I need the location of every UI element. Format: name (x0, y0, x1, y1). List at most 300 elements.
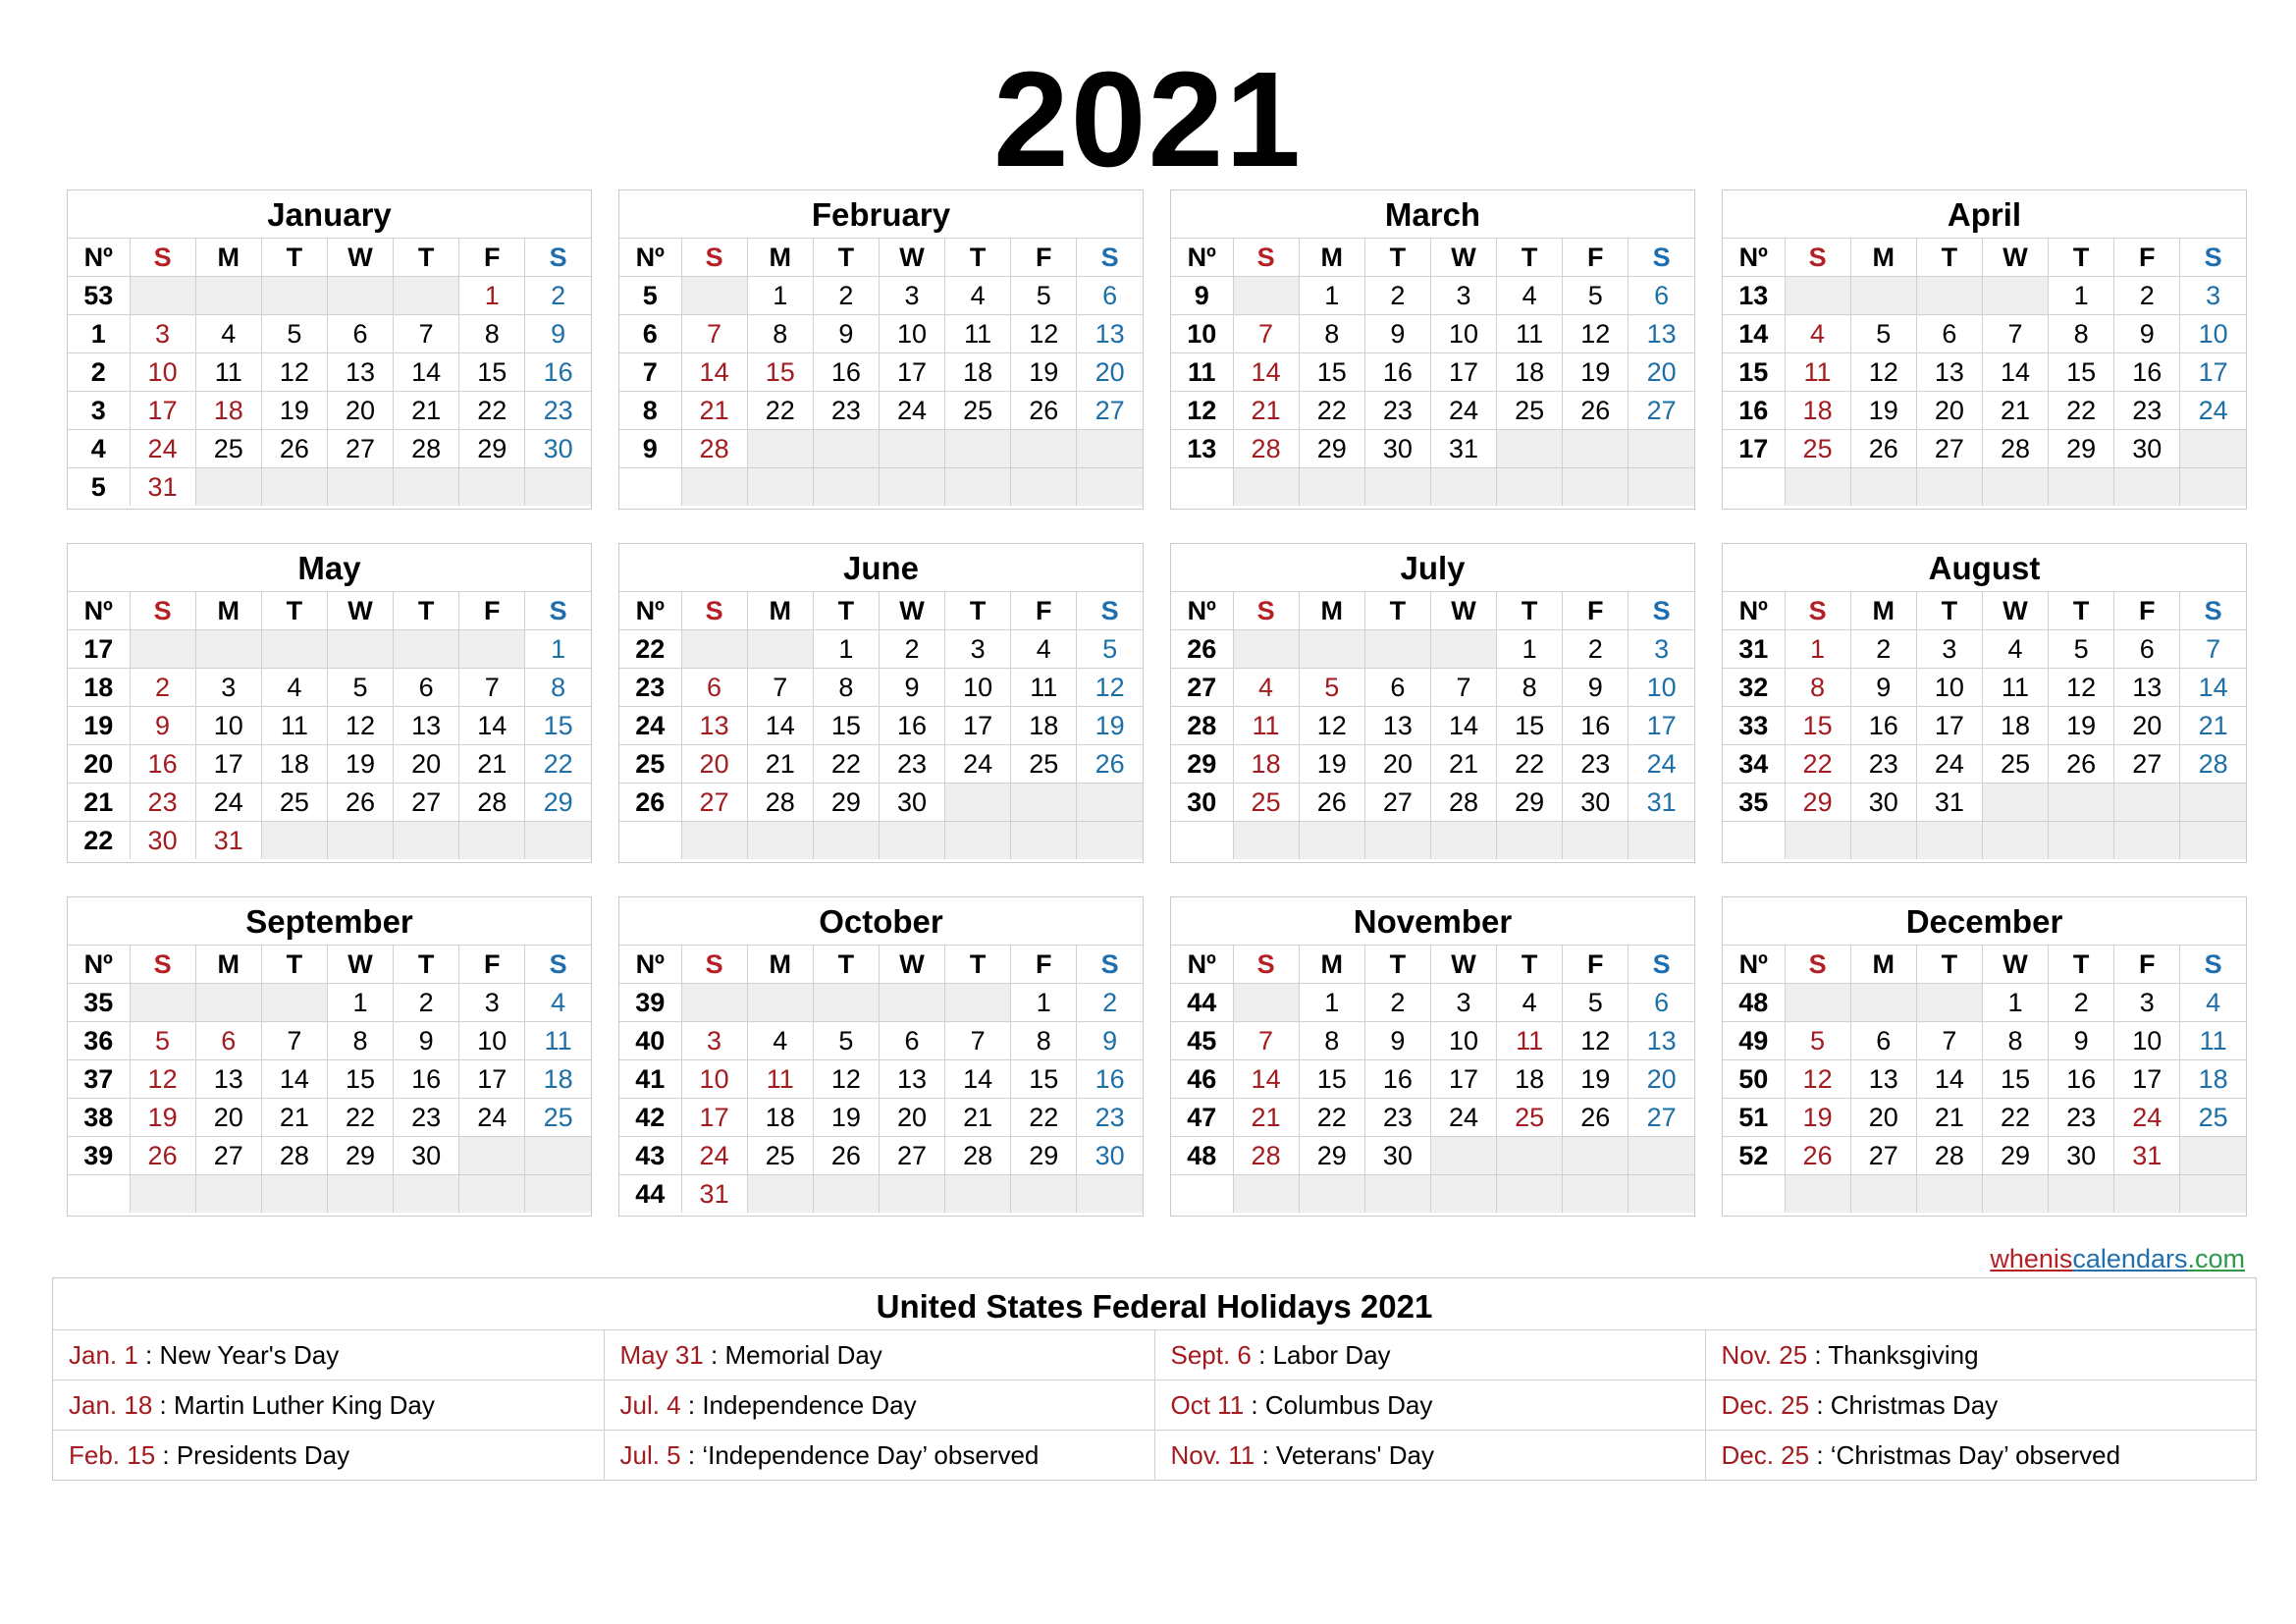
week-row (68, 984, 591, 1022)
day-cell: 13 (1850, 1060, 1916, 1099)
week-row (619, 392, 1143, 430)
week-row (1171, 1022, 1694, 1060)
holiday-cell (1705, 1431, 2256, 1481)
day-cell: 3 (2114, 984, 2180, 1022)
day-cell: 19 (1563, 353, 1629, 392)
day-cell: 27 (1916, 430, 1982, 468)
day-cell: 13 (1629, 1022, 1694, 1060)
weekday-header: T (261, 592, 327, 630)
empty-day-cell (1430, 468, 1496, 507)
day-cell: 1 (1785, 630, 1850, 669)
holiday-separator: : (137, 1340, 160, 1370)
day-cell: 4 (1497, 277, 1563, 315)
empty-day-cell (525, 468, 591, 507)
weekday-header: W (327, 946, 393, 984)
empty-day-cell (747, 1175, 813, 1214)
month-september (67, 896, 592, 1217)
empty-day-cell (525, 1137, 591, 1175)
week-number: 50 (1723, 1060, 1785, 1099)
day-cell: 14 (2180, 669, 2246, 707)
week-number: 18 (68, 669, 130, 707)
month-title: March (1384, 196, 1481, 233)
week-number: 21 (68, 784, 130, 822)
day-cell: 21 (681, 392, 747, 430)
day-cell: 12 (1563, 315, 1629, 353)
weekday-header: T (1497, 946, 1563, 984)
empty-day-cell (945, 784, 1011, 822)
day-cell: 14 (1430, 707, 1496, 745)
week-number: 35 (68, 984, 130, 1022)
empty-day-cell (681, 822, 747, 860)
day-cell: 23 (525, 392, 591, 430)
empty-day-cell (1077, 784, 1143, 822)
day-cell: 2 (1077, 984, 1143, 1022)
month-table (1723, 238, 2246, 506)
week-row (68, 468, 591, 507)
day-cell: 5 (2049, 630, 2114, 669)
day-cell: 22 (1299, 392, 1364, 430)
day-cell: 7 (2180, 630, 2246, 669)
day-cell: 14 (1233, 353, 1299, 392)
month-title: May (297, 550, 361, 586)
week-number: 2 (68, 353, 130, 392)
day-cell: 15 (747, 353, 813, 392)
empty-day-cell (681, 630, 747, 669)
day-cell: 16 (1850, 707, 1916, 745)
weekday-header: S (130, 239, 195, 277)
empty-day-cell (1982, 468, 2048, 507)
week-row (1171, 1175, 1694, 1214)
week-number-header: Nº (1171, 592, 1233, 630)
weekday-header: S (525, 592, 591, 630)
day-cell: 28 (459, 784, 525, 822)
day-cell: 30 (1364, 1137, 1430, 1175)
holiday-date: May 31 (619, 1340, 704, 1370)
holiday-separator: : (1807, 1340, 1829, 1370)
weekday-header: T (813, 592, 879, 630)
empty-day-cell (1233, 822, 1299, 860)
empty-day-cell (879, 430, 944, 468)
empty-day-cell (261, 630, 327, 669)
week-number: 35 (1723, 784, 1785, 822)
week-row (619, 822, 1143, 860)
empty-day-cell (1629, 1137, 1694, 1175)
day-cell: 6 (1629, 984, 1694, 1022)
day-cell: 23 (1364, 1099, 1430, 1137)
week-number: 13 (1171, 430, 1233, 468)
day-cell: 5 (261, 315, 327, 353)
empty-day-cell (2180, 468, 2246, 507)
day-cell: 8 (1299, 315, 1364, 353)
empty-day-cell (1364, 1175, 1430, 1214)
weekday-header: T (261, 239, 327, 277)
weekday-header: M (195, 239, 261, 277)
day-cell: 10 (459, 1022, 525, 1060)
day-cell: 18 (945, 353, 1011, 392)
day-cell: 25 (1011, 745, 1077, 784)
day-cell: 2 (130, 669, 195, 707)
empty-day-cell (2180, 1175, 2246, 1214)
day-cell: 12 (1299, 707, 1364, 745)
week-number: 24 (619, 707, 681, 745)
weekday-header: T (813, 239, 879, 277)
empty-day-cell (813, 822, 879, 860)
week-row (68, 1060, 591, 1099)
weekday-header: T (2049, 592, 2114, 630)
week-row (619, 277, 1143, 315)
month-october (618, 896, 1144, 1217)
day-cell: 29 (1011, 1137, 1077, 1175)
week-row (68, 277, 591, 315)
weekday-header: S (130, 592, 195, 630)
day-cell: 22 (459, 392, 525, 430)
day-cell: 10 (681, 1060, 747, 1099)
day-cell: 16 (813, 353, 879, 392)
weekday-header: S (1629, 592, 1694, 630)
holiday-name: Veterans' Day (1275, 1440, 1434, 1470)
empty-day-cell (261, 468, 327, 507)
day-cell: 7 (1982, 315, 2048, 353)
week-number: 36 (68, 1022, 130, 1060)
day-cell: 8 (525, 669, 591, 707)
week-row (1723, 1137, 2246, 1175)
holiday-date: Jul. 5 (619, 1440, 681, 1470)
weekday-header: T (945, 946, 1011, 984)
weekday-header: F (1011, 946, 1077, 984)
week-row (1723, 669, 2246, 707)
week-row (68, 1022, 591, 1060)
week-row (1723, 1022, 2246, 1060)
day-cell: 28 (1982, 430, 2048, 468)
weekday-header: T (1364, 592, 1430, 630)
month-february (618, 189, 1144, 510)
empty-day-cell (747, 630, 813, 669)
holiday-cell (604, 1330, 1154, 1380)
day-cell: 26 (1077, 745, 1143, 784)
holiday-date: Jan. 1 (69, 1340, 138, 1370)
day-cell: 21 (945, 1099, 1011, 1137)
weekday-header: S (1629, 946, 1694, 984)
empty-day-cell (1563, 430, 1629, 468)
day-cell: 5 (1077, 630, 1143, 669)
week-number: 51 (1723, 1099, 1785, 1137)
day-cell: 4 (195, 315, 261, 353)
week-number: 29 (1171, 745, 1233, 784)
day-cell: 20 (195, 1099, 261, 1137)
empty-day-cell (813, 984, 879, 1022)
day-cell: 15 (1785, 707, 1850, 745)
holiday-date: Nov. 11 (1170, 1440, 1255, 1470)
day-cell: 22 (1299, 1099, 1364, 1137)
week-row (1723, 353, 2246, 392)
empty-day-cell (1982, 784, 2048, 822)
holiday-separator: : (680, 1440, 703, 1470)
week-number: 17 (1723, 430, 1785, 468)
week-row (1723, 984, 2246, 1022)
weekday-header: M (1850, 946, 1916, 984)
day-cell: 11 (1982, 669, 2048, 707)
day-cell: 29 (459, 430, 525, 468)
day-cell: 5 (1850, 315, 1916, 353)
weekday-header: S (1233, 946, 1299, 984)
day-cell: 8 (747, 315, 813, 353)
day-cell: 7 (1233, 1022, 1299, 1060)
day-cell: 8 (1982, 1022, 2048, 1060)
day-cell: 28 (945, 1137, 1011, 1175)
day-cell: 27 (1629, 1099, 1694, 1137)
holiday-date: Feb. 15 (69, 1440, 156, 1470)
holiday-date: Jan. 18 (69, 1390, 153, 1420)
day-cell: 31 (681, 1175, 747, 1214)
empty-day-cell (261, 822, 327, 860)
week-row (1723, 315, 2246, 353)
empty-day-cell (1497, 822, 1563, 860)
empty-day-cell (1077, 468, 1143, 507)
day-cell: 18 (1233, 745, 1299, 784)
empty-day-cell (1982, 277, 2048, 315)
empty-day-cell (1430, 822, 1496, 860)
day-cell: 26 (327, 784, 393, 822)
empty-day-cell (1233, 984, 1299, 1022)
day-cell: 26 (261, 430, 327, 468)
day-cell: 11 (1233, 707, 1299, 745)
day-cell: 14 (1233, 1060, 1299, 1099)
week-number-header: Nº (68, 239, 130, 277)
day-cell: 19 (2049, 707, 2114, 745)
day-cell: 3 (1430, 984, 1496, 1022)
week-number: 38 (68, 1099, 130, 1137)
day-cell: 31 (1916, 784, 1982, 822)
day-cell: 10 (879, 315, 944, 353)
week-row (1723, 745, 2246, 784)
day-cell: 29 (1785, 784, 1850, 822)
day-cell: 8 (1785, 669, 1850, 707)
empty-day-cell (327, 822, 393, 860)
day-cell: 14 (681, 353, 747, 392)
weekday-header: T (813, 946, 879, 984)
day-cell: 9 (813, 315, 879, 353)
weekday-header: W (1982, 946, 2048, 984)
week-row (68, 1099, 591, 1137)
day-cell: 9 (1077, 1022, 1143, 1060)
day-cell: 13 (195, 1060, 261, 1099)
day-cell: 11 (2180, 1022, 2246, 1060)
day-cell: 24 (681, 1137, 747, 1175)
week-row (619, 784, 1143, 822)
day-cell: 2 (879, 630, 944, 669)
empty-day-cell (1629, 468, 1694, 507)
day-cell: 18 (1785, 392, 1850, 430)
day-cell: 14 (747, 707, 813, 745)
day-cell: 31 (1430, 430, 1496, 468)
empty-day-cell (1916, 277, 1982, 315)
day-cell: 21 (394, 392, 459, 430)
empty-day-cell (2114, 784, 2180, 822)
day-cell: 11 (261, 707, 327, 745)
empty-day-cell (747, 822, 813, 860)
day-cell: 10 (1629, 669, 1694, 707)
week-row (1171, 315, 1694, 353)
week-row (1171, 353, 1694, 392)
day-cell: 17 (681, 1099, 747, 1137)
empty-day-cell (2180, 784, 2246, 822)
day-cell: 1 (1299, 277, 1364, 315)
empty-day-cell (1364, 822, 1430, 860)
empty-day-cell (1497, 1137, 1563, 1175)
day-cell: 5 (1299, 669, 1364, 707)
day-cell: 14 (394, 353, 459, 392)
empty-day-cell (1011, 1175, 1077, 1214)
weekday-header: W (1430, 946, 1496, 984)
week-row (1171, 822, 1694, 860)
day-cell: 21 (1430, 745, 1496, 784)
empty-day-cell (813, 468, 879, 507)
empty-day-cell (394, 277, 459, 315)
day-cell: 6 (394, 669, 459, 707)
day-cell: 9 (525, 315, 591, 353)
week-row (68, 707, 591, 745)
month-title: September (245, 903, 413, 940)
empty-day-cell (1011, 468, 1077, 507)
day-cell: 26 (1563, 392, 1629, 430)
day-cell: 3 (195, 669, 261, 707)
weekday-header: T (1364, 239, 1430, 277)
empty-day-cell (394, 1175, 459, 1214)
empty-day-cell (747, 468, 813, 507)
weekday-header: T (2049, 239, 2114, 277)
month-may (67, 543, 592, 863)
week-row (619, 707, 1143, 745)
empty-day-cell (195, 630, 261, 669)
day-cell: 20 (2114, 707, 2180, 745)
day-cell: 19 (261, 392, 327, 430)
day-cell: 29 (1982, 1137, 2048, 1175)
day-cell: 19 (813, 1099, 879, 1137)
empty-day-cell (195, 984, 261, 1022)
holidays-list (53, 1329, 2256, 1480)
day-cell: 14 (1982, 353, 2048, 392)
holiday-cell (1154, 1380, 1705, 1431)
week-number: 28 (1171, 707, 1233, 745)
weekday-header: S (1077, 239, 1143, 277)
day-cell: 1 (1011, 984, 1077, 1022)
empty-day-cell (195, 468, 261, 507)
day-cell: 8 (327, 1022, 393, 1060)
day-cell: 9 (1563, 669, 1629, 707)
brand-link[interactable] (1990, 1244, 2245, 1273)
day-cell: 12 (1077, 669, 1143, 707)
month-table (1171, 238, 1694, 506)
day-cell: 18 (1497, 353, 1563, 392)
day-cell: 24 (945, 745, 1011, 784)
day-cell: 19 (1563, 1060, 1629, 1099)
empty-day-cell (1850, 822, 1916, 860)
holiday-name: New Year's Day (159, 1340, 340, 1370)
weekday-header: S (525, 239, 591, 277)
weekday-header: F (1011, 239, 1077, 277)
day-cell: 22 (525, 745, 591, 784)
day-cell: 21 (1982, 392, 2048, 430)
day-cell: 1 (525, 630, 591, 669)
month-december (1722, 896, 2247, 1217)
holiday-row (53, 1380, 2256, 1431)
day-cell: 6 (1916, 315, 1982, 353)
week-number-header: Nº (1723, 239, 1785, 277)
week-number: 3 (68, 392, 130, 430)
day-cell: 7 (747, 669, 813, 707)
day-cell: 2 (394, 984, 459, 1022)
week-number: 48 (1723, 984, 1785, 1022)
day-cell: 6 (681, 669, 747, 707)
day-cell: 7 (459, 669, 525, 707)
week-number: 48 (1171, 1137, 1233, 1175)
day-cell: 11 (747, 1060, 813, 1099)
day-cell: 3 (1629, 630, 1694, 669)
weekday-header: S (681, 239, 747, 277)
empty-day-cell (879, 822, 944, 860)
empty-day-cell (747, 984, 813, 1022)
day-cell: 27 (327, 430, 393, 468)
holiday-cell (53, 1431, 604, 1481)
day-cell: 27 (2114, 745, 2180, 784)
day-cell: 23 (130, 784, 195, 822)
day-cell: 28 (747, 784, 813, 822)
day-cell: 29 (1497, 784, 1563, 822)
week-number: 15 (1723, 353, 1785, 392)
empty-day-cell (1850, 1175, 1916, 1214)
week-number: 30 (1171, 784, 1233, 822)
day-cell: 28 (1916, 1137, 1982, 1175)
empty-day-cell (1233, 630, 1299, 669)
holiday-separator: : (680, 1390, 703, 1420)
week-number: 33 (1723, 707, 1785, 745)
empty-day-cell (1785, 822, 1850, 860)
empty-day-cell (681, 468, 747, 507)
empty-day-cell (394, 630, 459, 669)
month-table (1723, 945, 2246, 1213)
holiday-name: ‘Christmas Day’ observed (1830, 1440, 2121, 1470)
day-cell: 18 (261, 745, 327, 784)
empty-day-cell (1497, 1175, 1563, 1214)
week-row (619, 353, 1143, 392)
holiday-date: Dec. 25 (1721, 1390, 1810, 1420)
day-cell: 30 (130, 822, 195, 860)
weekday-header: F (2114, 239, 2180, 277)
weekday-header: W (879, 239, 944, 277)
day-cell: 26 (1850, 430, 1916, 468)
weekday-header: S (2180, 946, 2246, 984)
week-number: 39 (619, 984, 681, 1022)
holiday-name: Independence Day (702, 1390, 917, 1420)
empty-day-cell (1563, 1137, 1629, 1175)
day-cell: 30 (1850, 784, 1916, 822)
day-cell: 15 (1299, 1060, 1364, 1099)
empty-day-cell (1850, 468, 1916, 507)
day-cell: 20 (327, 392, 393, 430)
week-number-header: Nº (1171, 946, 1233, 984)
week-number: 9 (1171, 277, 1233, 315)
day-cell: 26 (130, 1137, 195, 1175)
day-cell: 12 (1785, 1060, 1850, 1099)
month-april (1722, 189, 2247, 510)
week-number (68, 1175, 130, 1214)
week-row (1171, 984, 1694, 1022)
empty-day-cell (1011, 822, 1077, 860)
day-cell: 30 (2114, 430, 2180, 468)
month-title: June (842, 550, 920, 586)
empty-day-cell (327, 277, 393, 315)
day-cell: 12 (261, 353, 327, 392)
